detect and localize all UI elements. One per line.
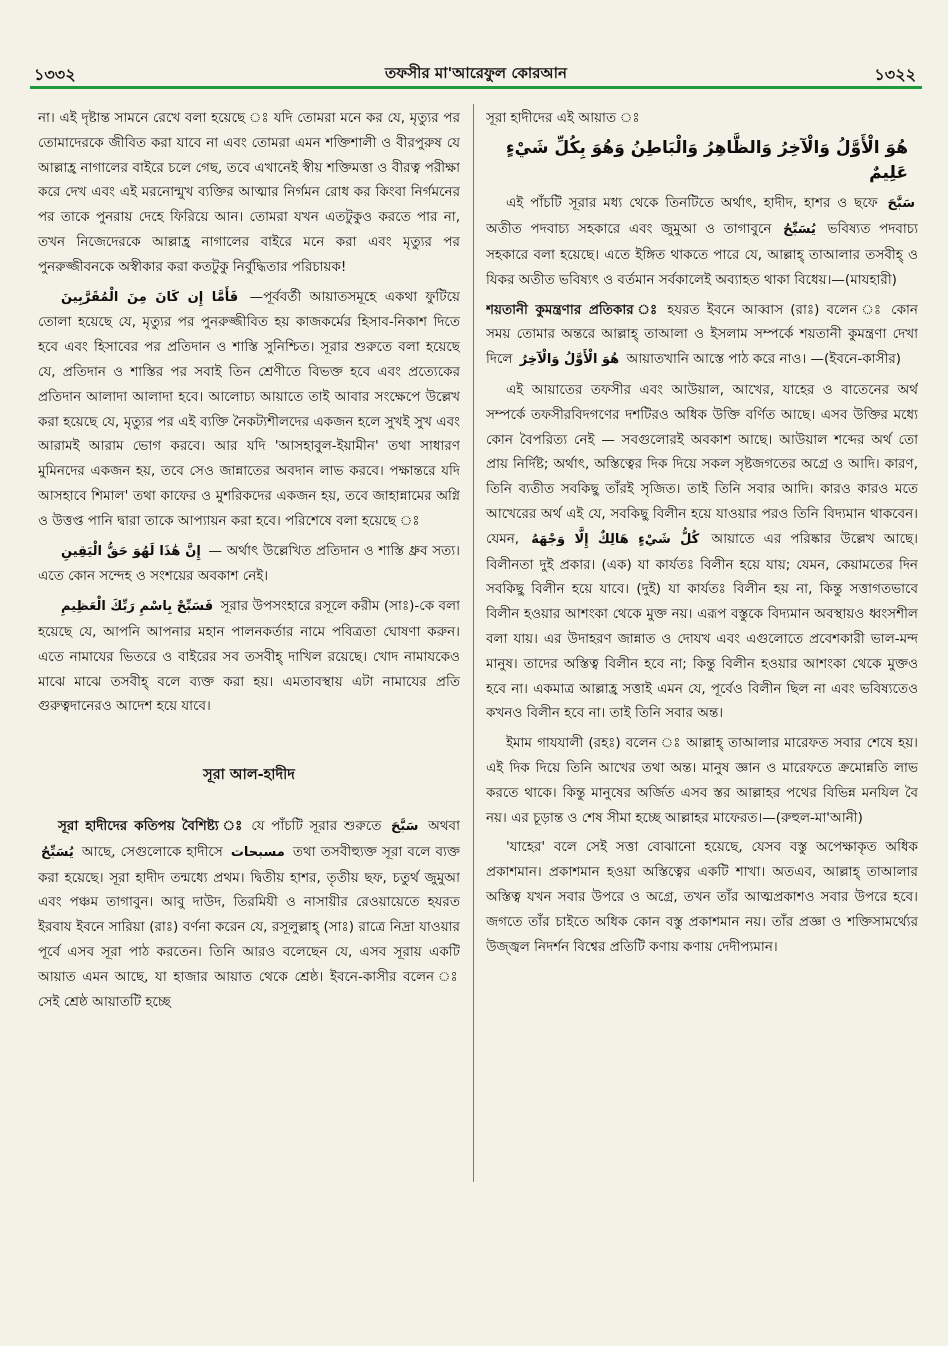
column-divider bbox=[473, 104, 474, 1182]
arabic-word: سَبَّحَ bbox=[887, 196, 915, 212]
paragraph bbox=[38, 814, 460, 1014]
paragraph: সূরা হাদীদের এই আয়াত ঃ bbox=[486, 110, 640, 126]
paragraph-text: সূরার উপসংহারে রসূলে করীম (সাঃ)-কে বলা হয়েছে যে, আপনি আপনার মহান পালনকর্তার নামে পবিত্রতা ঘোষণা করুন। এতে নামাযের ভিতরে ও বাইরের সব তসবীহ্ দাখিল রয়েছে। খোদ নামাযকেও মাঝে মাঝে তসবীহ্ বলে ব্যক্ত করা হয়। এমতাবস্থায় এটা নামাযের প্রতি গুরুত্বদানেরও আদেশ হয়ে যাবে। bbox=[38, 598, 460, 715]
arabic-verse: فَسَبِّحْ بِاسْمِ رَبِّكَ الْعَظِيمِ bbox=[61, 599, 214, 615]
running-title: তফসীর মা'আরেফুল কোরআন bbox=[385, 64, 567, 82]
paragraph: 'যাহের' বলে সেই সত্তা বোঝানো হয়েছে, যেসব বস্তু অপেক্ষাকৃত অধিক প্রকাশমান। প্রকাশমান হওয়া অস্তিত্বের একটি শাখা। অতএব, আল্লাহ্ তাআলার অস্তিত্ব যখন সবার উপরে ও অগ্রে, তখন তাঁর আত্মপ্রকাশও সবার উপরে হবে। জগতে তাঁর চাইতে অধিক কোন বস্তু প্রকাশমান নয়। তাঁর প্রজ্ঞা ও শক্তিসামর্থ্যের উজ্জ্বল নিদর্শন বিশ্বের প্রতিটি কণায় কণায় দেদীপ্যমান। bbox=[486, 839, 918, 955]
paragraph: না। এই দৃষ্টান্ত সামনে রেখে বলা হয়েছে ঃ যদি তোমরা মনে কর যে, মৃত্যুর পর তোমাদেরকে জীবিত করা যাবে না এবং তোমরা এমন শক্তিশালী ও বীরপুরুষ যে আল্লাহ্র নাগালের বাইরে চলে গেছ, তবে এখানেই স্বীয় শক্তিমত্তা ও বীরত্ব পরীক্ষা করে দেখ এবং এই মরনোন্মুখ ব্যক্তির আত্মার নির্গমন রোধ কর কিংবা নির্গমনের পর তাকে পুনরায় দেহে ফিরিয়ে আন। তোমরা যখন এতটুকুও করতে পার না, তখন নিজেদেরকে আল্লাহ্র নাগালের বাইরে মনে করা এবং মৃত্যুর পর পুনরুজ্জীবনকে অস্বীকার করা কতটুকু নির্বুদ্ধিতার পরিচায়ক! bbox=[38, 110, 460, 275]
paragraph-text: এই পাঁচটি সূরার মধ্য থেকে তিনটিতে অর্থাৎ, হাদীদ, হাশর ও ছফে bbox=[506, 195, 878, 212]
arabic-verse: كُلُّ شَيْءٍ هَالِكٌ إِلَّا وَجْهَهُ bbox=[531, 531, 700, 547]
subsection-heading: সূরা হাদীদের কতিপয় বৈশিষ্ট্য ঃ bbox=[58, 817, 245, 834]
paragraph bbox=[486, 378, 918, 726]
header-rule bbox=[30, 86, 922, 89]
page-number-right: ১৩২২ bbox=[874, 65, 916, 84]
right-column bbox=[486, 106, 918, 1166]
paragraph bbox=[38, 539, 460, 590]
paragraph-text: আয়াতখানি আস্তে পাঠ করে নাও। —(ইবনে-কাসীর) bbox=[626, 351, 902, 368]
paragraph-text: আছে, সেগুলোকে হাদীসে bbox=[81, 843, 223, 860]
surah-title: সূরা আল-হাদীদ bbox=[203, 767, 295, 784]
arabic-word: يُسَبِّحُ bbox=[783, 222, 816, 238]
page-header bbox=[30, 56, 922, 86]
arabic-verse: إِنَّ هَٰذَا لَهُوَ حَقُّ الْيَقِينِ bbox=[61, 543, 201, 559]
paragraph-text: হযরত ইবনে আব্বাস (রাঃ) বলেন ঃ কোন সময় তোমার অন্তরে আল্লাহ্ তাআলা ও ইসলাম সম্পর্কে শয়তানী কুমন্ত্রণা দেখা দিলে bbox=[486, 301, 918, 368]
paragraph-text: — অর্থাৎ উল্লেখিত প্রতিদান ও শাস্তি ধ্রুব সত্য। এতে কোন সন্দেহ ও সংশয়ের অবকাশ নেই। bbox=[38, 542, 460, 585]
page-number-left: ১৩৩২ bbox=[34, 65, 76, 84]
paragraph: ইমাম গাযযালী (রহঃ) বলেন ঃ আল্লাহ্ তাআলার মারেফত সবার শেষে হয়। এই দিক দিয়ে তিনি আখের তথা অন্ত। মানুষ জ্ঞান ও মারেফতে ক্রমোন্নতি লাভ করতে থাকে। কিন্তু মানুষের অর্জিত এসব স্তর আল্লাহর পথের বিভিন্ন মনযিল বৈ নয়। এর চূড়ান্ত ও শেষ সীমা হচ্ছে আল্লাহর মাফেরত।—(রুহুল-মা'আনী) bbox=[486, 735, 918, 826]
paragraph-text: —পূর্ববর্তী আয়াতসমূহে একথা ফুটিয়ে তোলা হয়েছে যে, মৃত্যুর পর পুনরুজ্জীবিত হয় কাজকর্মের হিসাব-নিকাশ দিতে হবে এবং হিসাবের পর প্রতিদান ও শাস্তি সুনিশ্চিত। সূরার শুরুতে বলা হয়েছে যে, প্রতিদান ও শাস্তির পর সবাই তিন শ্রেণীতে বিভক্ত হবে এবং প্রত্যেকের প্রতিদান আলাদা আলাদা হবে। আলোচ্য আয়াতে তাই আবার সংক্ষেপে উল্লেখ করা হয়েছে যে, মৃত্যুর পর এই ব্যক্তি নৈকট্যশীলদের একজন হলে সুখই সুখ এবং আরামই আরাম ভোগ করবে। আর যদি 'আসহাবুল-ইয়ামীন' তথা সাধারণ মুমিনদের একজন হয়, তবে সেও জান্নাতের অবদান লাভ করবে। পক্ষান্তরে যদি আসহাবে শিমাল' তথা কাফের ও মুশরিকদের একজন হয়, তবে জাহান্নামের অগ্নি ও উত্তপ্ত পানি দ্বারা তাকে আপ্যায়ন করা হবে। পরিশেষে বলা হয়েছে ঃ bbox=[38, 288, 460, 529]
subsection-heading: শয়তানী কুমন্ত্রণার প্রতিকার ঃ bbox=[486, 301, 661, 318]
paragraph-text: অতীত পদবাচ্য সহকারে এবং জুমুআ ও তাগাবুনে bbox=[486, 221, 772, 238]
paragraph bbox=[38, 285, 460, 534]
paragraph-text: তথা তসবীহ্যুক্ত সূরা বলে ব্যক্ত করা হয়েছে। সূরা হাদীদ তন্মধ্যে প্রথম। দ্বিতীয় হাশর, তৃতীয় ছফ, চতুর্থ জুমুআ এবং পঞ্চম তাগাবুন। আবু দাউদ, তিরমিযী ও নাসায়ীর রেওয়ায়েতে হযরত ইরবায ইবনে সারিয়া (রাঃ) বর্ণনা করেন যে, রসূলুল্লাহ্ (সাঃ) রাত্রে নিদ্রা যাওয়ার পূর্বে এসব সূরা পাঠ করতেন। তিনি আরও বলেছেন যে, এসব সূরায় একটি আয়াত এমন আছে, যা হাজার আয়াত থেকে শ্রেষ্ঠ। ইবনে-কাসীর বলেন ঃ সেই শ্রেষ্ঠ আয়াতটি হচ্ছে bbox=[38, 843, 460, 1010]
paragraph-text: অথবা bbox=[428, 817, 460, 834]
arabic-word: يُسَبِّحُ bbox=[41, 844, 74, 860]
paragraph bbox=[486, 191, 918, 292]
arabic-word: سَبَّحَ bbox=[391, 818, 419, 834]
arabic-verse: هُوَ الْأَوَّلُ وَالْآخِرُ bbox=[519, 352, 620, 368]
arabic-verse-line: هُوَ الْأَوَّلُ وَالْآخِرُ وَالظَّاهِرُ وَالْبَاطِنُ وَهُوَ بِكُلِّ شَيْءٍ عَلِيمٌ bbox=[505, 137, 908, 183]
paragraph-text: যে পাঁচটি সূরার শুরুতে bbox=[251, 817, 382, 834]
left-column bbox=[38, 106, 460, 1166]
paragraph bbox=[486, 298, 918, 373]
arabic-verse: فَأَمَّا إِن كَانَ مِنَ الْمُقَرَّبِينَ bbox=[61, 289, 239, 305]
paragraph-text: এই আয়াতের তফসীর এবং আউয়াল, আখের, যাহের ও বাতেনের অর্থ সম্পর্কে তফসীরবিদগণের দশটিরও অধিক উক্তি বর্ণিত আছে। এসব উক্তির মধ্যে কোন বৈপরিত্য নেই — সবগুলোরই অবকাশ আছে। আউয়াল শব্দের অর্থ তো প্রায় নির্দিষ্ট; অর্থাৎ, অস্তিত্বের দিক দিয়ে সকল সৃষ্টজগতের অগ্রে ও আদি। কারণ, তিনি ব্যতীত সবকিছু তাঁরই সৃজিত। তাই তিনি সবার আদি। কারও কারও মতে আখেরের অর্থ এই যে, সবকিছু বিলীন হয়ে যাওয়ার পরও তিনি বিদ্যমান থাকবেন। যেমন, bbox=[486, 381, 918, 547]
paragraph-text: আয়াতে এর পরিষ্কার উল্লেখ আছে। বিলীনতা দুই প্রকার। (এক) যা কার্যতঃ বিলীন হয়ে যায়; যেমন, কেয়ামতের দিন সবকিছু বিলীন হয়ে যাবে। (দুই) যা কার্যতঃ বিলীন হয় না, কিন্তু সত্তাগতভাবে বিলীন হওয়ার আশংকা থেকে মুক্ত নয়। এরূপ বস্তুকে বিদ্যমান অবস্থায়ও ধ্বংসশীল বলা যায়। এর উদাহরণ জান্নাত ও দোযখ এবং এগুলোতে প্রবেশকারী ভাল-মন্দ মানুষ। তাদের অস্তিত্ব বিলীন হবে না; কিন্তু বিলীন হওয়ার আশংকা থেকে মুক্তও হবে না। একমাত্র আল্লাহ্র সত্তাই এমন যে, পূর্বেও বিলীন ছিল না এবং ভবিষ্যতেও কখনও বিলীন হবে না। তাই তিনি সবার অন্ত। bbox=[486, 530, 918, 722]
arabic-word: مسبحات bbox=[230, 844, 285, 860]
paragraph bbox=[38, 594, 460, 719]
paragraph-text: ভবিষ্যত পদবাচ্য সহকারে বলা হয়েছে। এতে ইঙ্গিত থাকতে পারে যে, আল্লাহ্ তাআলার তসবীহ্ ও যিকর অতীত ভবিষ্যৎ ও বর্তমান সর্বকালেই অব্যাহত থাকা বিধেয়।—(মাযহারী) bbox=[486, 221, 918, 288]
